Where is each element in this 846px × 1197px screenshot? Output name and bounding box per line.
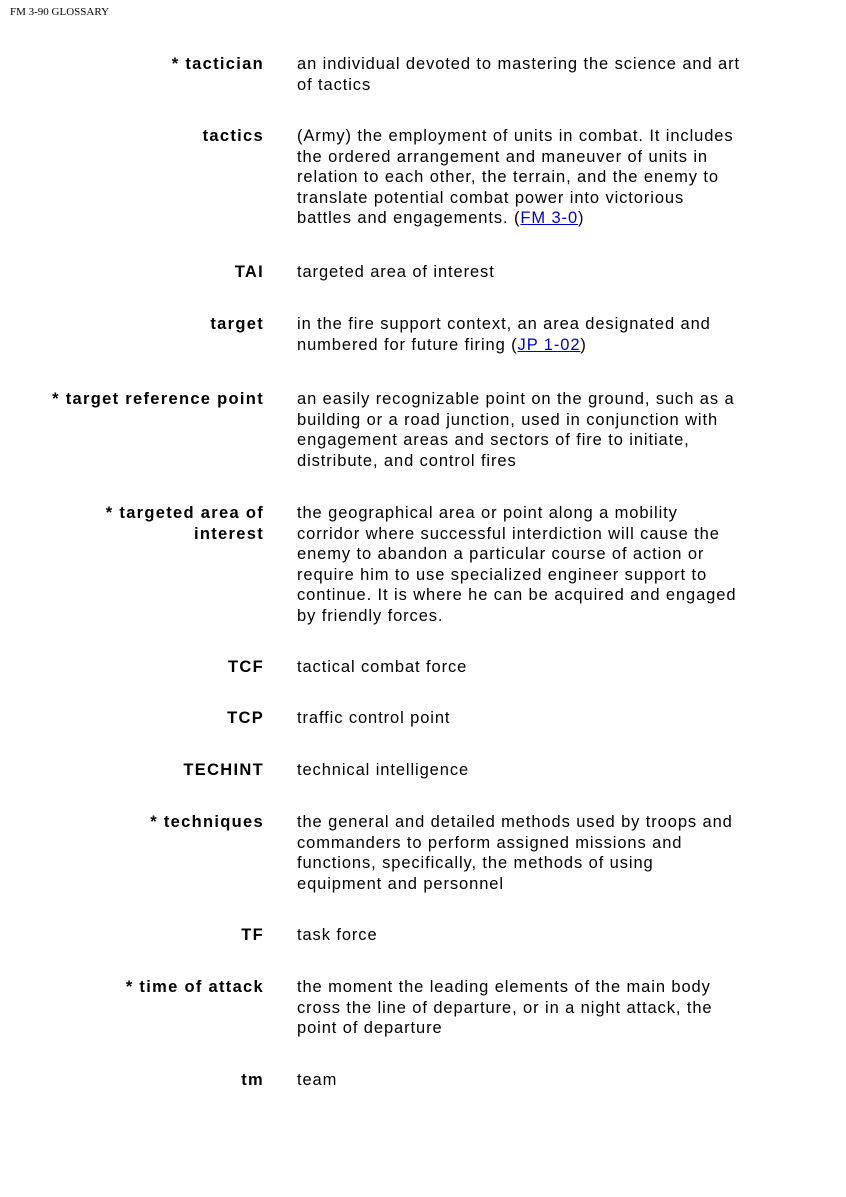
definition-close-paren: )	[580, 335, 587, 354]
glossary-term: * targeted area of interest	[105, 504, 264, 543]
glossary-definition: targeted area of interest	[297, 263, 495, 281]
glossary-definition: an easily recognizable point on the ground, such as a building or a road junction, used in conjunction with engagement areas and sectors of fire to initiate, distribute, and control fires	[297, 390, 735, 470]
page-header: FM 3-90 GLOSSARY	[10, 6, 110, 18]
glossary-definition: traffic control point	[297, 709, 451, 727]
glossary-term: TCP	[227, 709, 264, 727]
glossary-term: * target reference point	[52, 390, 264, 408]
glossary-definition	[297, 126, 742, 229]
reference-link-fm-3-0[interactable]: FM 3-0	[520, 209, 579, 227]
glossary-definition: technical intelligence	[297, 761, 470, 779]
glossary-definition: the moment the leading elements of the main body cross the line of departure, or in a night attack, the point of departure	[297, 978, 713, 1037]
glossary-term: TF	[241, 926, 264, 944]
glossary-term: tm	[241, 1071, 264, 1089]
glossary-term: tactics	[202, 127, 264, 145]
glossary-definition: tactical combat force	[297, 658, 468, 676]
glossary-term: TCF	[228, 658, 264, 676]
glossary-definition: team	[297, 1071, 338, 1089]
glossary-term: TECHINT	[183, 761, 264, 779]
glossary-definition: task force	[297, 926, 378, 944]
glossary-term: * techniques	[150, 813, 264, 831]
glossary-definition: the geographical area or point along a mobility corridor where successful interdiction will cause the enemy to abandon a particular course of action or require him to use specialized engineer support to continue. It is where he can be acquired and engaged by friendly forces.	[297, 504, 737, 625]
glossary-definition	[297, 314, 742, 355]
definition-text: (Army) the employment of units in combat. It includes the ordered arrangement and maneuver of units in relation to each other, the terrain, and the enemy to translate potential combat power into victorious battles and engagements. (	[297, 127, 734, 227]
glossary-term: * tactician	[171, 55, 264, 73]
glossary-term: * time of attack	[125, 978, 264, 996]
definition-text: in the fire support context, an area designated and numbered for future firing (	[297, 315, 711, 354]
reference-link-jp-1-02[interactable]: JP 1-02	[517, 335, 581, 354]
glossary-definition: an individual devoted to mastering the science and art of tactics	[297, 55, 741, 94]
glossary-definition: the general and detailed methods used by troops and commanders to perform assigned missions and functions, specifically, the methods of using equipment and personnel	[297, 813, 733, 893]
definition-close-paren: )	[578, 209, 585, 227]
glossary-term: TAI	[234, 263, 264, 281]
glossary-term: target	[210, 315, 264, 333]
